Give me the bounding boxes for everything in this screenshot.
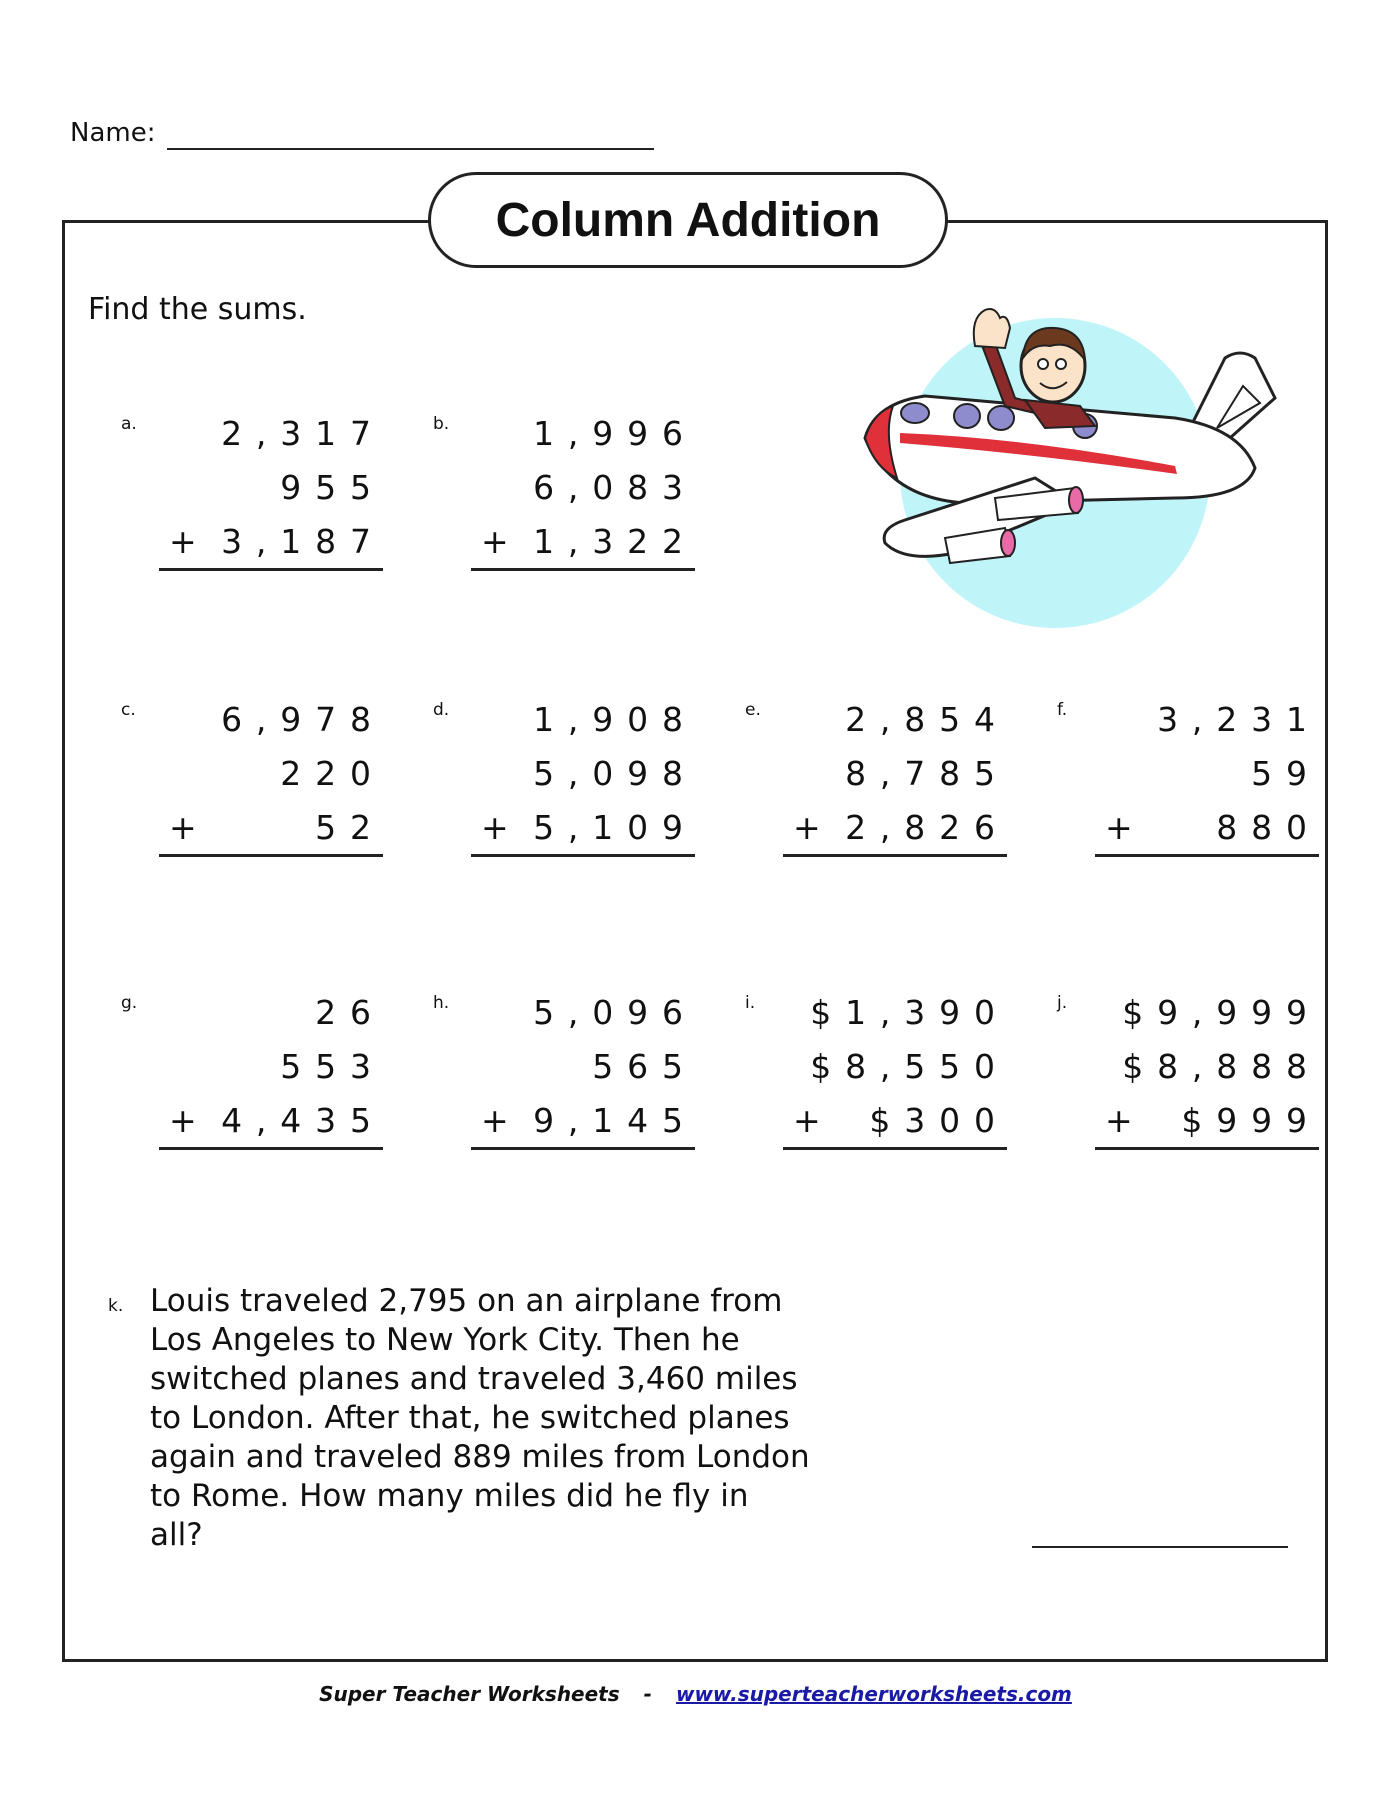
problem-e [745, 694, 1009, 854]
footer-url-link[interactable]: www.superteacherworksheets.com [675, 1682, 1072, 1706]
window [901, 403, 929, 423]
sum-rule [1095, 1147, 1319, 1150]
addend-2: 5,098 [533, 753, 697, 793]
pilot-hand [974, 309, 1010, 348]
addend-2: 553 [280, 1046, 385, 1086]
problem-i [745, 987, 1009, 1147]
worksheet-title: Column Addition [428, 172, 948, 268]
plus-sign: + [169, 807, 197, 847]
window [988, 406, 1014, 430]
addend-3: 5,109 [533, 807, 697, 847]
addend-3: 4,435 [221, 1100, 385, 1140]
addend-3: $999 [1181, 1100, 1321, 1140]
addend-1: $1,390 [810, 992, 1009, 1032]
engine-intake [1069, 487, 1083, 513]
plus-sign: + [481, 1100, 509, 1140]
addend-3: 9,145 [533, 1100, 697, 1140]
plus-sign: + [793, 1100, 821, 1140]
problem-letter: c. [121, 700, 136, 720]
word-problem-letter: k. [108, 1296, 124, 1316]
instructions: Find the sums. [88, 292, 307, 327]
plus-sign: + [169, 1100, 197, 1140]
problem-b [433, 408, 697, 568]
addend-2: 8,785 [845, 753, 1009, 793]
answer-blank-line[interactable] [1032, 1546, 1288, 1548]
sum-rule [471, 568, 695, 571]
pilot-eye [1056, 359, 1066, 369]
sum-rule [783, 1147, 1007, 1150]
sum-rule [471, 854, 695, 857]
sum-rule [159, 1147, 383, 1150]
problem-letter: g. [121, 993, 138, 1013]
footer-separator: - [643, 1682, 652, 1706]
addend-1: 2,317 [221, 413, 385, 453]
problem-a [121, 408, 385, 568]
plus-sign: + [481, 521, 509, 561]
addend-1: 5,096 [533, 992, 697, 1032]
pilot-eye [1038, 359, 1048, 369]
addend-2: 59 [1251, 753, 1321, 793]
addend-1: 2,854 [845, 699, 1009, 739]
plus-sign: + [481, 807, 509, 847]
plus-sign: + [1105, 1100, 1133, 1140]
problem-j [1057, 987, 1321, 1147]
plus-sign: + [1105, 807, 1133, 847]
problem-c [121, 694, 385, 854]
name-blank-line[interactable] [167, 148, 654, 150]
problem-letter: b. [433, 414, 450, 434]
footer [0, 1682, 1391, 1706]
sum-rule [471, 1147, 695, 1150]
problem-letter: i. [745, 993, 756, 1013]
problem-f [1057, 694, 1321, 854]
problem-letter: h. [433, 993, 450, 1013]
plus-sign: + [169, 521, 197, 561]
problem-g [121, 987, 385, 1147]
plus-sign: + [793, 807, 821, 847]
problem-letter: d. [433, 700, 450, 720]
addend-1: 26 [315, 992, 385, 1032]
problem-letter: j. [1057, 993, 1068, 1013]
addend-2: 6,083 [533, 467, 697, 507]
addend-1: 6,978 [221, 699, 385, 739]
addend-3: 1,322 [533, 521, 697, 561]
sum-rule [159, 854, 383, 857]
sum-rule [159, 568, 383, 571]
problem-h [433, 987, 697, 1147]
addend-3: 2,826 [845, 807, 1009, 847]
name-label: Name: [70, 118, 156, 148]
addend-2: 220 [280, 753, 385, 793]
footer-brand: Super Teacher Worksheets [319, 1682, 620, 1706]
addend-2: $8,888 [1122, 1046, 1321, 1086]
addend-3: 3,187 [221, 521, 385, 561]
sum-rule [1095, 854, 1319, 857]
addend-1: 1,908 [533, 699, 697, 739]
word-problem-text: Louis traveled 2,795 on an airplane from Los Angeles to New York City. Then he switched planes and traveled 3,460 miles to London. After that, he switched planes again and traveled 889 miles from London to Rome. How many miles did he fly in all? [150, 1283, 810, 1553]
addend-2: 565 [592, 1046, 697, 1086]
addend-1: 1,996 [533, 413, 697, 453]
addend-1: $9,999 [1122, 992, 1321, 1032]
sum-rule [783, 854, 1007, 857]
window [954, 404, 980, 428]
airplane-illustration [845, 288, 1295, 628]
problem-d [433, 694, 697, 854]
addend-1: 3,231 [1157, 699, 1321, 739]
problem-letter: f. [1057, 700, 1068, 720]
addend-3: 880 [1216, 807, 1321, 847]
addend-3: $300 [869, 1100, 1009, 1140]
engine-intake [1001, 530, 1015, 556]
addend-2: $8,550 [810, 1046, 1009, 1086]
addend-2: 955 [280, 467, 385, 507]
problem-letter: a. [121, 414, 137, 434]
addend-3: 52 [315, 807, 385, 847]
problem-letter: e. [745, 700, 761, 720]
